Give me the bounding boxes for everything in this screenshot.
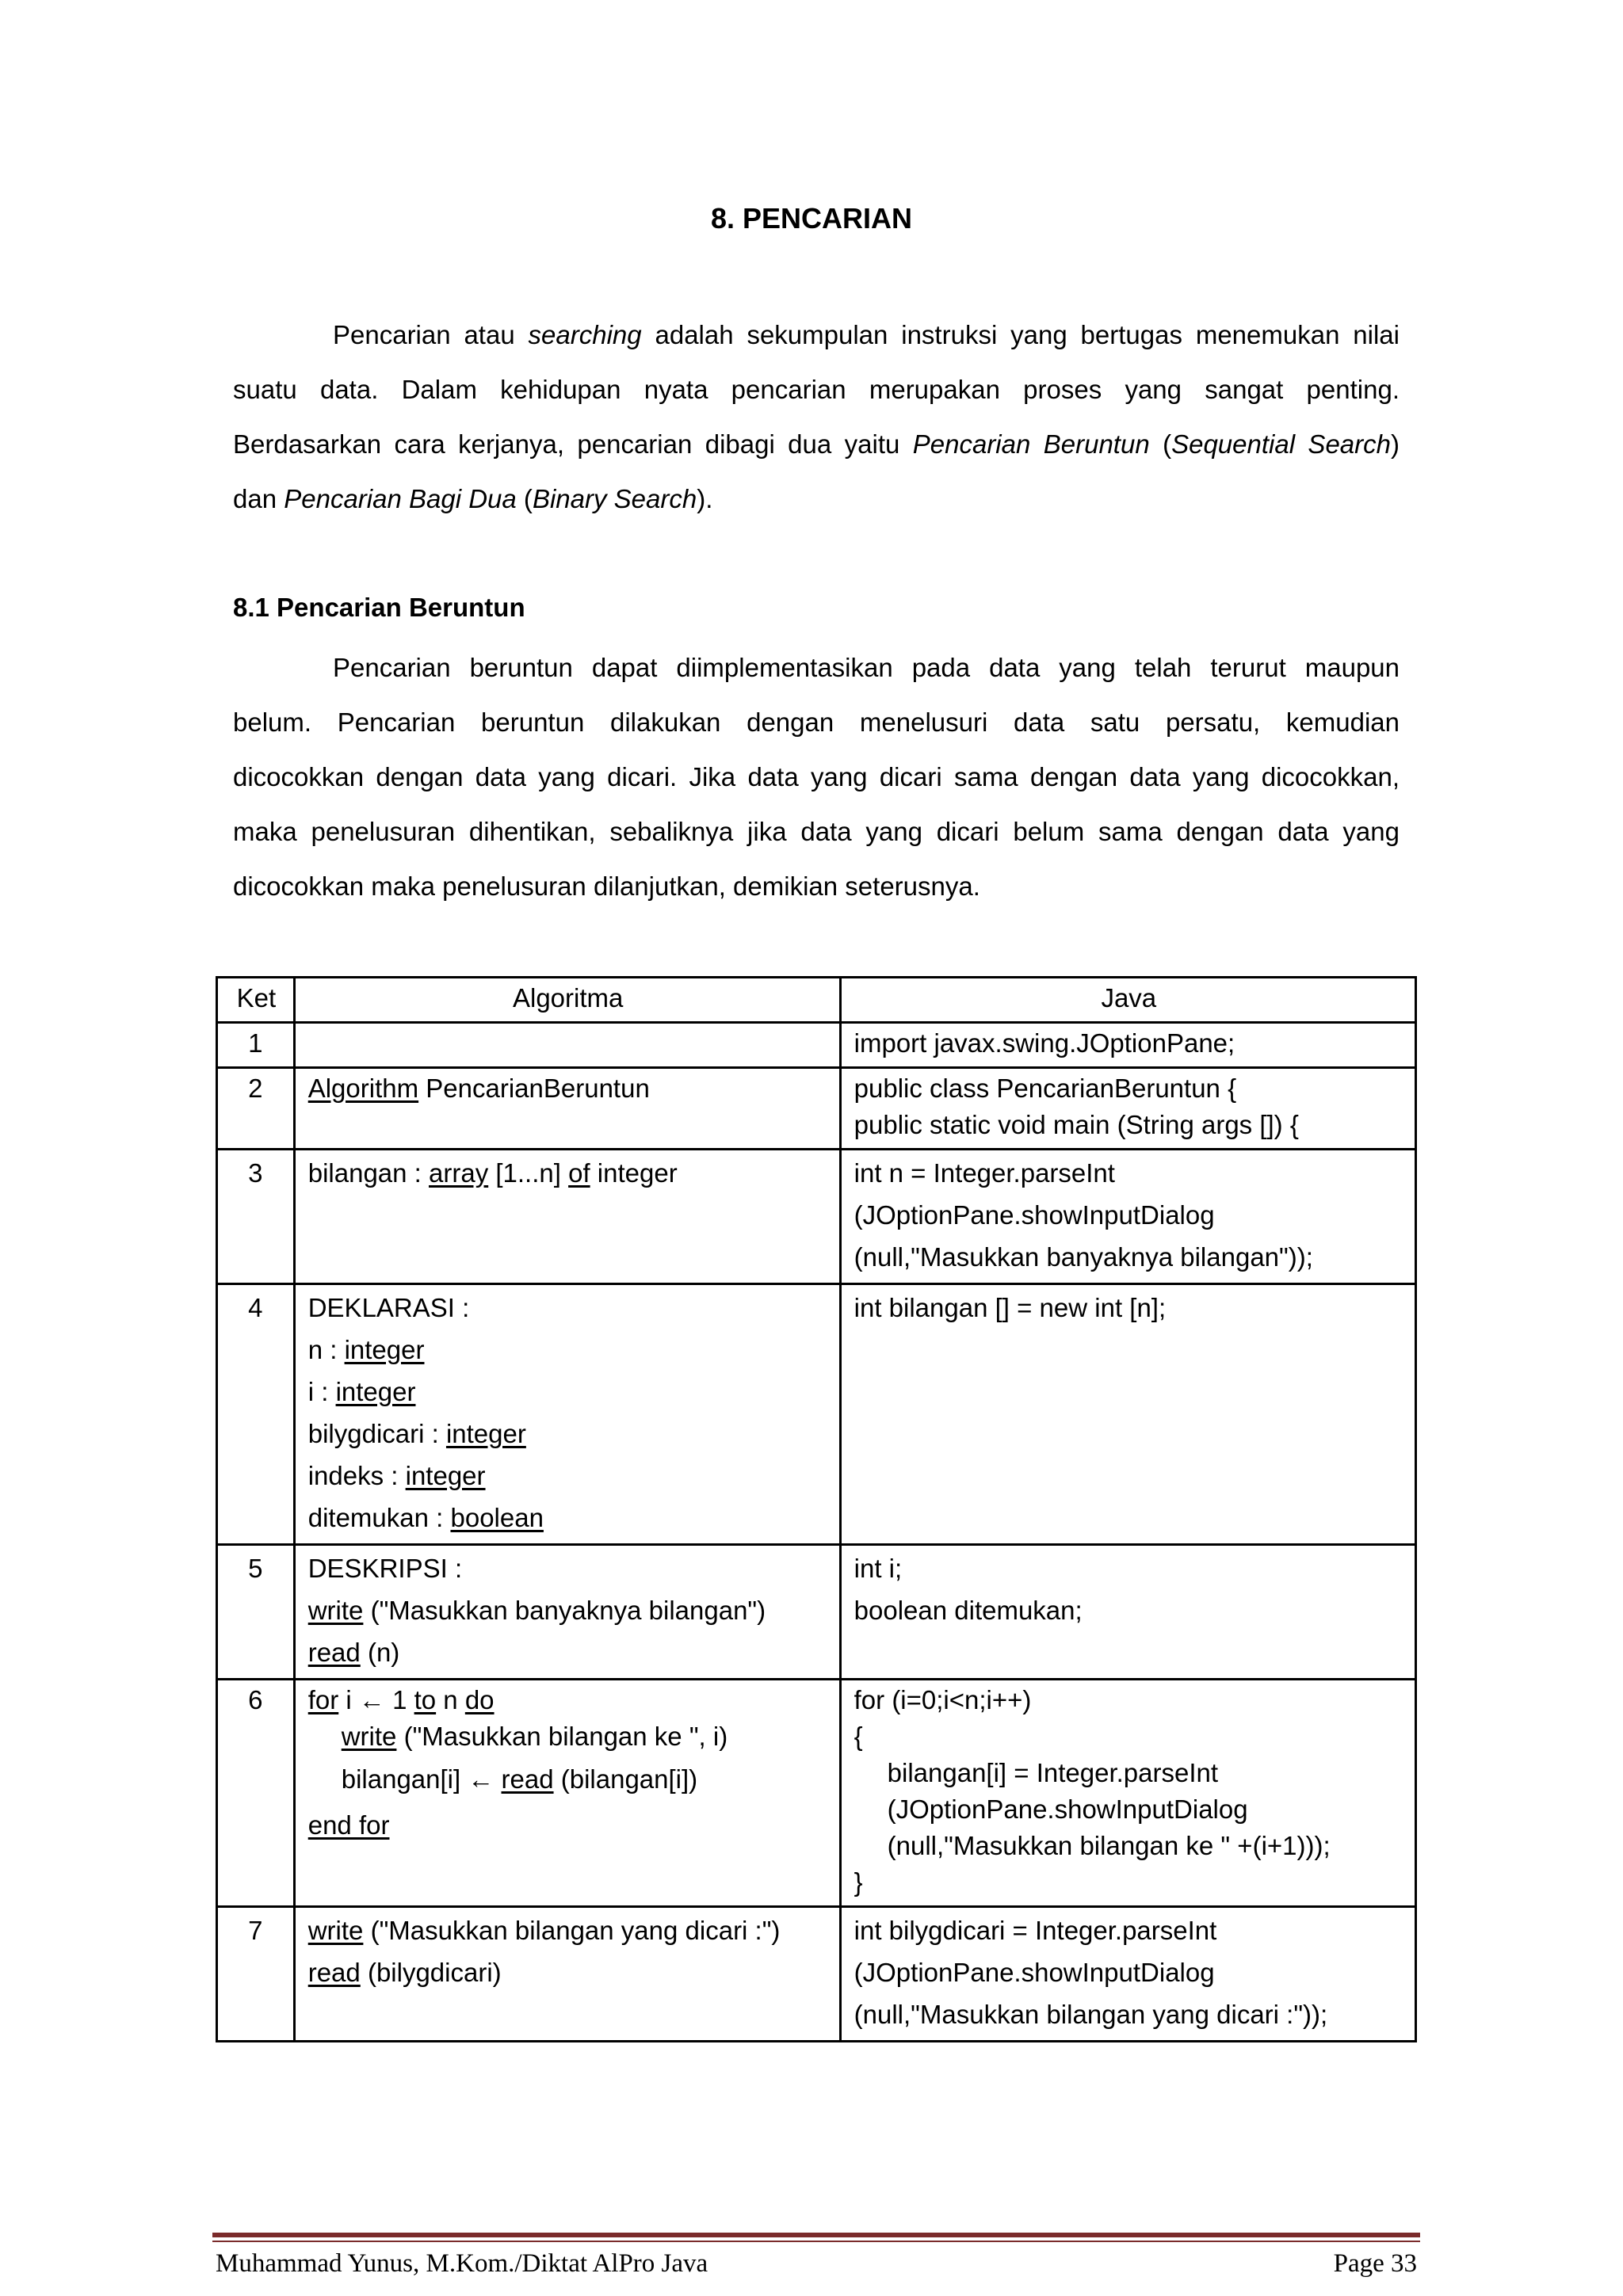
table-header-row xyxy=(217,978,1416,1023)
algo-cell: Algorithm PencarianBeruntun xyxy=(294,1068,840,1150)
java-cell: import javax.swing.JOptionPane; xyxy=(840,1023,1415,1068)
algo-cell xyxy=(294,1023,840,1068)
header-ket: Ket xyxy=(217,978,295,1023)
chapter-title: 8. PENCARIAN xyxy=(710,202,913,235)
table-row xyxy=(217,1907,1416,2042)
table-row xyxy=(217,1068,1416,1150)
ket-cell: 5 xyxy=(217,1545,295,1680)
ket-cell: 2 xyxy=(217,1068,295,1150)
intro-line-2: suatu data. Dalam kehidupan nyata pencarian merupakan proses yang sangat penting. xyxy=(233,375,1400,404)
intro-line-3: Berdasarkan cara kerjanya, pencarian dibagi dua yaitu Pencarian Beruntun (Sequential Search) xyxy=(233,429,1400,459)
table-row xyxy=(217,1023,1416,1068)
footer-rule-thin xyxy=(212,2241,1420,2242)
header-algoritma: Algoritma xyxy=(294,978,840,1023)
java-cell: int i; boolean ditemukan; xyxy=(840,1545,1415,1680)
java-cell: int n = Integer.parseInt (JOptionPane.showInputDialog (null,"Masukkan banyaknya bilangan")); xyxy=(840,1150,1415,1284)
table-row xyxy=(217,1284,1416,1545)
algo-cell: DEKLARASI : n : integer i : integer bilygdicari : integer indeks : integer ditemukan : boolean xyxy=(294,1284,840,1545)
section-line-1: Pencarian beruntun dapat diimplementasikan pada data yang telah terurut maupun xyxy=(333,653,1400,682)
intro-line-1: Pencarian atau searching adalah sekumpulan instruksi yang bertugas menemukan nilai xyxy=(333,320,1400,349)
ket-cell: 1 xyxy=(217,1023,295,1068)
ket-cell: 7 xyxy=(217,1907,295,2042)
ket-cell: 3 xyxy=(217,1150,295,1284)
table-row xyxy=(217,1150,1416,1284)
algo-cell: bilangan : array [1...n] of integer xyxy=(294,1150,840,1284)
section-title: 8.1 Pencarian Beruntun xyxy=(233,593,525,622)
intro-paragraph xyxy=(233,307,1400,526)
algo-cell: for i ← 1 to n do write ("Masukkan bilangan ke ", i) bilangan[i] ← read (bilangan[i]) end for xyxy=(294,1680,840,1907)
section-paragraph xyxy=(233,640,1400,913)
section-line-5: dicocokkan maka penelusuran dilanjutkan, demikian seterusnya. xyxy=(233,871,980,901)
section-line-4: maka penelusuran dihentikan, sebaliknya jika data yang dicari belum sama dengan data yang xyxy=(233,817,1400,846)
intro-line-4: dan Pencarian Bagi Dua (Binary Search). xyxy=(233,484,713,513)
algo-cell: write ("Masukkan bilangan yang dicari :") read (bilygdicari) xyxy=(294,1907,840,2042)
java-cell: for (i=0;i<n;i++) { bilangan[i] = Integer.parseInt (JOptionPane.showInputDialog (null,"Masukkan bilangan ke " +(i+1))); } xyxy=(840,1680,1415,1907)
footer-rule xyxy=(212,2233,1420,2237)
footer-author: Muhammad Yunus, M.Kom./Diktat AlPro Java xyxy=(216,2249,708,2278)
algorithm-java-table xyxy=(216,976,1417,2042)
table-row xyxy=(217,1680,1416,1907)
ket-cell: 4 xyxy=(217,1284,295,1545)
section-line-2: belum. Pencarian beruntun dilakukan dengan menelusuri data satu persatu, kemudian xyxy=(233,707,1400,737)
ket-cell: 6 xyxy=(217,1680,295,1907)
section-line-3: dicocokkan dengan data yang dicari. Jika data yang dicari sama dengan data yang dicocokkan, xyxy=(233,762,1400,791)
java-cell: int bilangan [] = new int [n]; xyxy=(840,1284,1415,1545)
java-cell: int bilygdicari = Integer.parseInt (JOptionPane.showInputDialog (null,"Masukkan bilangan yang dicari :")); xyxy=(840,1907,1415,2042)
page-number: Page 33 xyxy=(1333,2249,1417,2278)
java-cell: public class PencarianBeruntun { public static void main (String args []) { xyxy=(840,1068,1415,1150)
algo-cell: DESKRIPSI : write ("Masukkan banyaknya bilangan") read (n) xyxy=(294,1545,840,1680)
table-row xyxy=(217,1545,1416,1680)
header-java: Java xyxy=(840,978,1415,1023)
